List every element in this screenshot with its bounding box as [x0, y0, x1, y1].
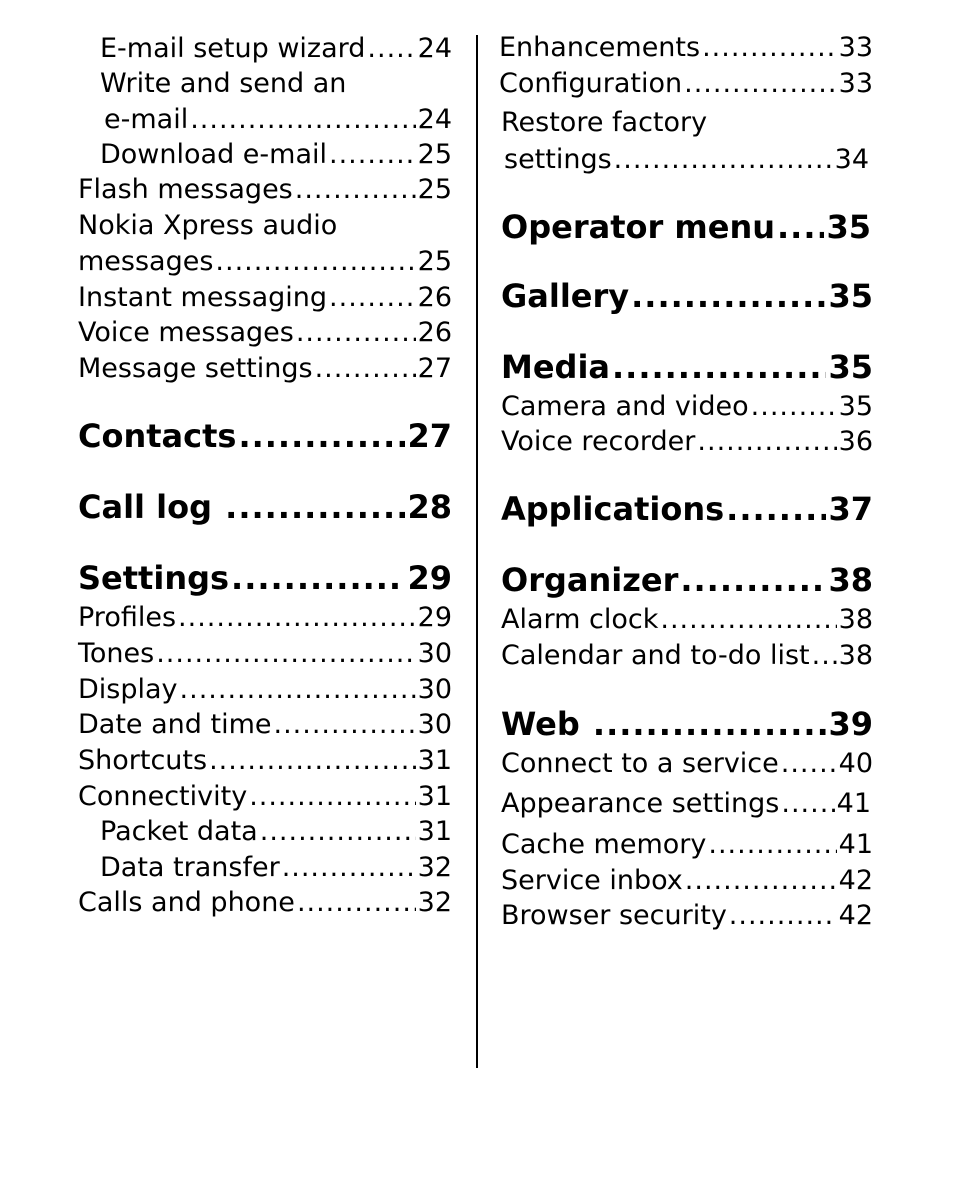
toc-entry-page: 42: [838, 900, 873, 931]
toc-entry-title: Tones: [78, 638, 155, 669]
toc-entry-page: 26: [417, 282, 452, 313]
toc-entry-page: 32: [417, 887, 452, 918]
toc-entry-cache-memory[interactable]: [501, 831, 873, 863]
toc-entry-title: Gallery: [501, 277, 630, 315]
toc-entry-page: 30: [417, 674, 452, 705]
toc-chapter-organizer[interactable]: [501, 561, 873, 602]
toc-entry-title: Camera and video: [501, 391, 749, 422]
toc-entry-page: 33: [838, 68, 873, 99]
toc-entry-title: Download e-mail: [100, 139, 327, 170]
toc-dot-leader: [697, 428, 836, 455]
toc-chapter-web[interactable]: [501, 705, 873, 746]
toc-dot-leader: [180, 676, 416, 703]
toc-chapter-settings[interactable]: [78, 559, 452, 600]
toc-entry-page: 31: [417, 745, 452, 776]
toc-entry-title: E-mail setup wizard: [100, 33, 366, 64]
toc-entry-browser-security[interactable]: [501, 902, 873, 934]
toc-entry-flash-messages[interactable]: [78, 176, 452, 208]
toc-chapter-gallery[interactable]: [501, 277, 873, 318]
toc-entry-page: 30: [417, 638, 452, 669]
toc-entry-email-setup-wizard[interactable]: [100, 35, 452, 67]
toc-dot-leader: [178, 604, 416, 631]
column-divider: [476, 35, 478, 1068]
toc-entry-title: Call log: [78, 488, 224, 526]
toc-entry-page: 38: [828, 561, 873, 599]
toc-entry-appearance-settings[interactable]: [501, 790, 871, 822]
toc-entry-page: 36: [838, 426, 873, 457]
toc-entry-title: Operator menu: [501, 208, 775, 246]
toc-entry-enhancements[interactable]: [499, 34, 873, 66]
toc-entry-title: Calendar and to-do list: [501, 640, 810, 671]
toc-dot-leader: [260, 818, 416, 845]
toc-dot-leader: [215, 248, 415, 275]
toc-entry-xpress-audio-line1[interactable]: Nokia Xpress audio: [78, 210, 338, 241]
toc-entry-voice-recorder[interactable]: [501, 428, 873, 460]
toc-entry-restore-factory-settings[interactable]: [504, 146, 869, 178]
toc-dot-leader: [708, 831, 836, 858]
toc-entry-title: e-mail: [104, 104, 189, 135]
toc-dot-leader: [702, 34, 837, 61]
toc-dot-leader: [329, 141, 416, 168]
toc-dot-leader: [329, 284, 416, 311]
toc-entry-title: messages: [78, 246, 214, 277]
toc-dot-leader: [751, 393, 837, 420]
toc-entry-page: 41: [838, 829, 873, 860]
toc-entry-calendar-todo[interactable]: [501, 642, 873, 674]
toc-entry-configuration[interactable]: [499, 70, 873, 102]
toc-entry-page: 38: [838, 604, 873, 635]
toc-entry-title: Browser security: [501, 900, 727, 931]
toc-dot-leader: [190, 106, 415, 133]
toc-entry-title: Connectivity: [78, 781, 248, 812]
toc-dot-leader: [274, 711, 416, 738]
toc-entry-title: Appearance settings: [501, 788, 780, 819]
toc-dot-leader: [593, 708, 827, 740]
toc-entry-title: Display: [78, 674, 178, 705]
toc-chapter-media[interactable]: [501, 348, 873, 389]
toc-entry-page: 25: [417, 174, 452, 205]
toc-entry-page: 39: [828, 705, 873, 743]
toc-entry-page: 35: [828, 348, 873, 386]
toc-dot-leader: [781, 790, 834, 817]
toc-entry-title: Service inbox: [501, 865, 683, 896]
toc-entry-camera-video[interactable]: [501, 393, 873, 425]
toc-entry-page: 34: [834, 144, 869, 175]
toc-entry-title: Alarm clock: [501, 604, 659, 635]
toc-dot-leader: [729, 902, 837, 929]
toc-entry-title: settings: [504, 144, 612, 175]
toc-dot-leader: [612, 351, 826, 383]
toc-entry-write-send-line1[interactable]: Write and send an: [100, 68, 347, 99]
toc-dot-leader: [777, 211, 824, 243]
toc-entry-title: Voice messages: [78, 317, 294, 348]
toc-entry-page: 27: [417, 353, 452, 384]
toc-entry-page: 42: [838, 865, 873, 896]
toc-entry-page: 40: [838, 748, 873, 779]
toc-entry-title: Packet data: [100, 816, 258, 847]
toc-entry-connectivity[interactable]: [78, 783, 452, 815]
toc-entry-title: Flash messages: [78, 174, 293, 205]
toc-entry-title: Message settings: [78, 353, 313, 384]
toc-entry-title: Calls and phone: [78, 887, 295, 918]
toc-chapter-call-log[interactable]: [78, 488, 452, 529]
toc-dot-leader: [684, 70, 837, 97]
toc-chapter-applications[interactable]: [501, 490, 873, 531]
toc-entry-display[interactable]: [78, 676, 452, 708]
toc-entry-tones[interactable]: [78, 640, 452, 672]
toc-entry-service-inbox[interactable]: [501, 867, 873, 899]
toc-dot-leader: [614, 146, 833, 173]
toc-dot-leader: [225, 491, 405, 523]
toc-entry-page: 29: [407, 559, 452, 597]
toc-entry-page: 28: [407, 488, 452, 526]
toc-entry-connect-service[interactable]: [501, 750, 873, 782]
toc-entry-page: 27: [407, 417, 452, 455]
toc-entry-shortcuts[interactable]: [78, 747, 452, 779]
toc-entry-page: 31: [417, 781, 452, 812]
toc-entry-title: Organizer: [501, 561, 679, 599]
toc-entry-page: 41: [836, 788, 871, 819]
toc-dot-leader: [295, 176, 416, 203]
toc-entry-instant-messaging[interactable]: [78, 284, 452, 316]
toc-entry-title: Connect to a service: [501, 748, 779, 779]
toc-entry-data-transfer[interactable]: [100, 854, 452, 886]
toc-entry-page: 33: [838, 32, 873, 63]
toc-entry-page: 26: [417, 317, 452, 348]
toc-chapter-contacts[interactable]: [78, 417, 452, 458]
toc-dot-leader: [156, 640, 415, 667]
toc-dot-leader: [231, 562, 405, 594]
toc-dot-leader: [812, 642, 837, 669]
toc-entry-profiles[interactable]: [78, 604, 452, 636]
toc-entry-title: Shortcuts: [78, 745, 208, 776]
toc-dot-leader: [315, 355, 416, 382]
toc-entry-title: Web: [501, 705, 591, 743]
toc-entry-title: Profiles: [78, 602, 177, 633]
toc-dot-leader: [660, 606, 836, 633]
toc-entry-title: Instant messaging: [78, 282, 328, 313]
toc-entry-title: Enhancements: [499, 32, 701, 63]
toc-dot-leader: [238, 420, 405, 452]
toc-entry-message-settings[interactable]: [78, 355, 452, 387]
toc-entry-calls-phone[interactable]: [78, 889, 452, 921]
toc-entry-title: Media: [501, 348, 611, 386]
toc-chapter-operator-menu[interactable]: [501, 208, 871, 249]
toc-entry-download-email[interactable]: [100, 141, 452, 173]
toc-entry-title: Date and time: [78, 709, 272, 740]
toc-entry-page: 37: [828, 490, 873, 528]
toc-entry-alarm-clock[interactable]: [501, 606, 873, 638]
toc-entry-page: 31: [417, 816, 452, 847]
toc-dot-leader: [282, 854, 416, 881]
toc-entry-title: Cache memory: [501, 829, 707, 860]
toc-entry-title: Data transfer: [100, 852, 280, 883]
toc-entry-restore-line1[interactable]: Restore factory: [501, 107, 708, 138]
toc-dot-leader: [680, 564, 826, 596]
toc-entry-title: Settings: [78, 559, 230, 597]
toc-dot-leader: [685, 867, 837, 894]
toc-dot-leader: [209, 747, 416, 774]
toc-dot-leader: [631, 280, 826, 312]
toc-dot-leader: [296, 319, 416, 346]
toc-entry-title: Contacts: [78, 417, 237, 455]
toc-entry-title: Configuration: [499, 68, 683, 99]
toc-entry-page: 30: [417, 709, 452, 740]
toc-entry-page: 24: [417, 33, 452, 64]
toc-dot-leader: [249, 783, 415, 810]
toc-entry-packet-data[interactable]: [100, 818, 452, 850]
toc-entry-xpress-audio-messages[interactable]: [78, 248, 452, 280]
toc-entry-date-time[interactable]: [78, 711, 452, 743]
toc-dot-leader: [726, 493, 826, 525]
toc-entry-title: Voice recorder: [501, 426, 696, 457]
toc-dot-leader: [297, 889, 416, 916]
toc-entry-page: 25: [417, 139, 452, 170]
toc-entry-title: Applications: [501, 490, 725, 528]
toc-entry-page: 32: [417, 852, 452, 883]
toc-entry-page: 35: [826, 208, 871, 246]
toc-entry-page: 29: [417, 602, 452, 633]
toc-entry-page: 35: [828, 277, 873, 315]
toc-entry-page: 25: [417, 246, 452, 277]
toc-entry-page: 35: [838, 391, 873, 422]
toc-entry-voice-messages[interactable]: [78, 319, 452, 351]
toc-entry-page: 38: [838, 640, 873, 671]
toc-entry-write-send-email[interactable]: [104, 106, 452, 138]
toc-dot-leader: [781, 750, 837, 777]
toc-entry-page: 24: [417, 104, 452, 135]
toc-dot-leader: [367, 35, 415, 62]
